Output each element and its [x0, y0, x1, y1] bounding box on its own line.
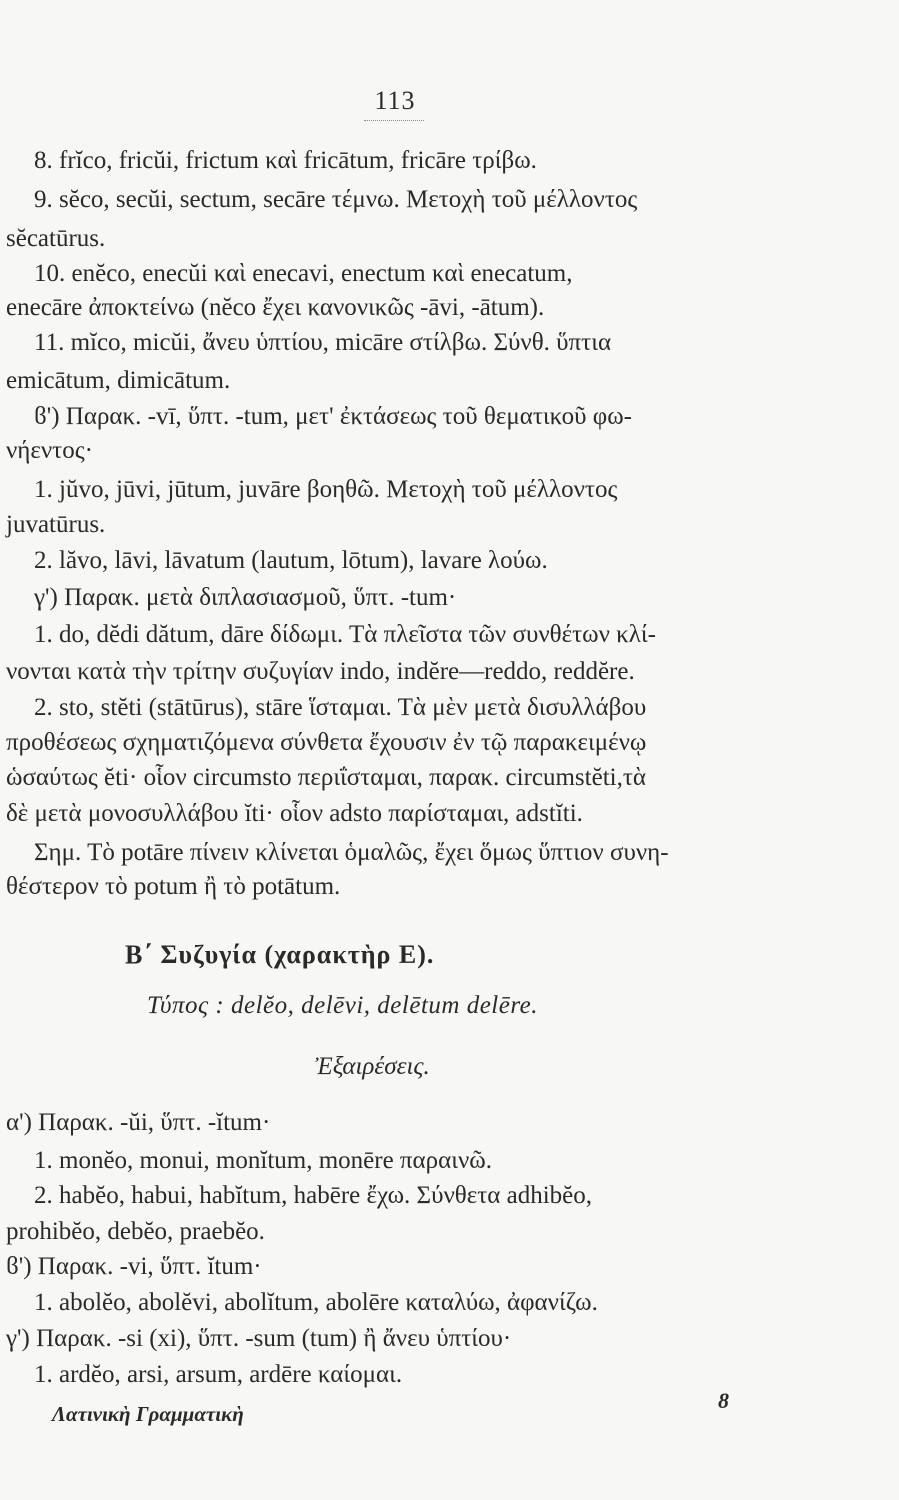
exceptions-heading: Ἐξαιρέσεις. — [315, 1053, 430, 1080]
text-line-11: juvatūrus. — [6, 511, 106, 538]
signature-mark: 8 — [718, 1388, 729, 1413]
text-line-18: ὡσαύτως ĕti· οἷον circumsto περιΐσταμαι, παρακ. circumstĕti,τὰ — [6, 764, 646, 791]
text-line-21: θέστερον τὸ potum ἢ τὸ potātum. — [6, 873, 341, 900]
text-line-3: sĕcatūrus. — [6, 225, 106, 252]
text-line-27: 1. abolĕo, abolĕvi, abolĭtum, abolēre καταλύω, ἀφανίζω. — [34, 1289, 598, 1316]
page-number-rule — [364, 120, 424, 121]
text-line-15: νονται κατὰ τὴν τρίτην συζυγίαν indo, indĕre—reddo, reddĕre. — [6, 658, 635, 685]
section-heading: Β΄ Συζυγία (χαρακτὴρ Ε). — [125, 940, 435, 969]
text-line-10: 1. jŭvo, jūvi, jūtum, juvāre βοηθῶ. Μετοχὴ τοῦ μέλλοντος — [34, 476, 618, 503]
text-line-20: Σημ. Τὸ potāre πίνειν κλίνεται ὁμαλῶς, ἔχει ὅμως ὕπτιον συνη- — [34, 839, 669, 866]
text-line-17: προθέσεως σχηματιζόμενα σύνθετα ἔχουσιν ἐν τῷ παρακειμένῳ — [6, 729, 647, 756]
text-line-9: νήεντος· — [6, 437, 93, 464]
text-line-4: 10. enĕco, enecŭi καὶ enecavi, enectum καὶ enecatum, — [34, 260, 573, 287]
text-line-13: γ') Παρακ. μετὰ διπλασιασμοῦ, ὕπτ. -tum· — [34, 584, 457, 611]
text-line-12: 2. lăvo, lāvi, lāvatum (lautum, lōtum), lavare λούω. — [34, 547, 548, 574]
text-line-29: 1. ardĕo, arsi, arsum, ardēre καίομαι. — [34, 1361, 403, 1388]
text-line-6: 11. mĭco, micŭi, ἄνευ ὑπτίου, micāre στίλβω. Σύνθ. ὕπτια — [34, 329, 612, 356]
text-line-24: 2. habĕo, habui, habĭtum, habēre ἔχω. Σύνθετα adhibĕo, — [34, 1182, 593, 1209]
text-line-22: α') Παρακ. -ŭi, ὕπτ. -ĭtum· — [6, 1109, 271, 1136]
text-line-19: δὲ μετὰ μονοσυλλάβου ĭti· οἷον adsto παρίσταμαι, adstĭti. — [6, 800, 583, 827]
typos-line: Τύπος : delĕo, delēvi, delētum delēre. — [147, 992, 538, 1019]
text-line-14: 1. do, dĕdi dătum, dāre δίδωμι. Τὰ πλεῖστα τῶν συνθέτων κλί- — [34, 621, 656, 648]
text-line-7: emicātum, dimicātum. — [6, 367, 231, 394]
footer-book-title: Λατινικὴ Γραμματικὴ — [52, 1402, 244, 1426]
text-line-8: ϐ') Παρακ. -vī, ὕπτ. -tum, μετ' ἐκτάσεως τοῦ θεματικοῦ φω- — [34, 403, 632, 430]
text-line-16: 2. sto, stĕti (stātūrus), stāre ἵσταμαι. Τὰ μὲν μετὰ δισυλλάβου — [34, 694, 647, 721]
text-line-23: 1. monĕo, monui, monĭtum, monēre παραινῶ. — [34, 1147, 492, 1174]
text-line-28: γ') Παρακ. -si (xi), ὕπτ. -sum (tum) ἢ ἄνευ ὑπτίου· — [6, 1325, 512, 1352]
text-line-25: prohibĕo, debĕo, praebĕo. — [6, 1218, 265, 1245]
text-line-26: ϐ') Παρακ. -vi, ὕπτ. ĭtum· — [6, 1253, 262, 1280]
text-line-1: 8. frĭco, fricŭi, frictum καὶ fricātum, fricāre τρίβω. — [34, 147, 537, 174]
page-number: 113 — [374, 86, 416, 115]
text-line-2: 9. sĕco, secŭi, sectum, secāre τέμνω. Μετοχὴ τοῦ μέλλοντος — [34, 186, 638, 213]
text-line-5: enecāre ἀποκτείνω (nĕco ἔχει κανονικῶς -āvi, -ātum). — [6, 294, 545, 321]
